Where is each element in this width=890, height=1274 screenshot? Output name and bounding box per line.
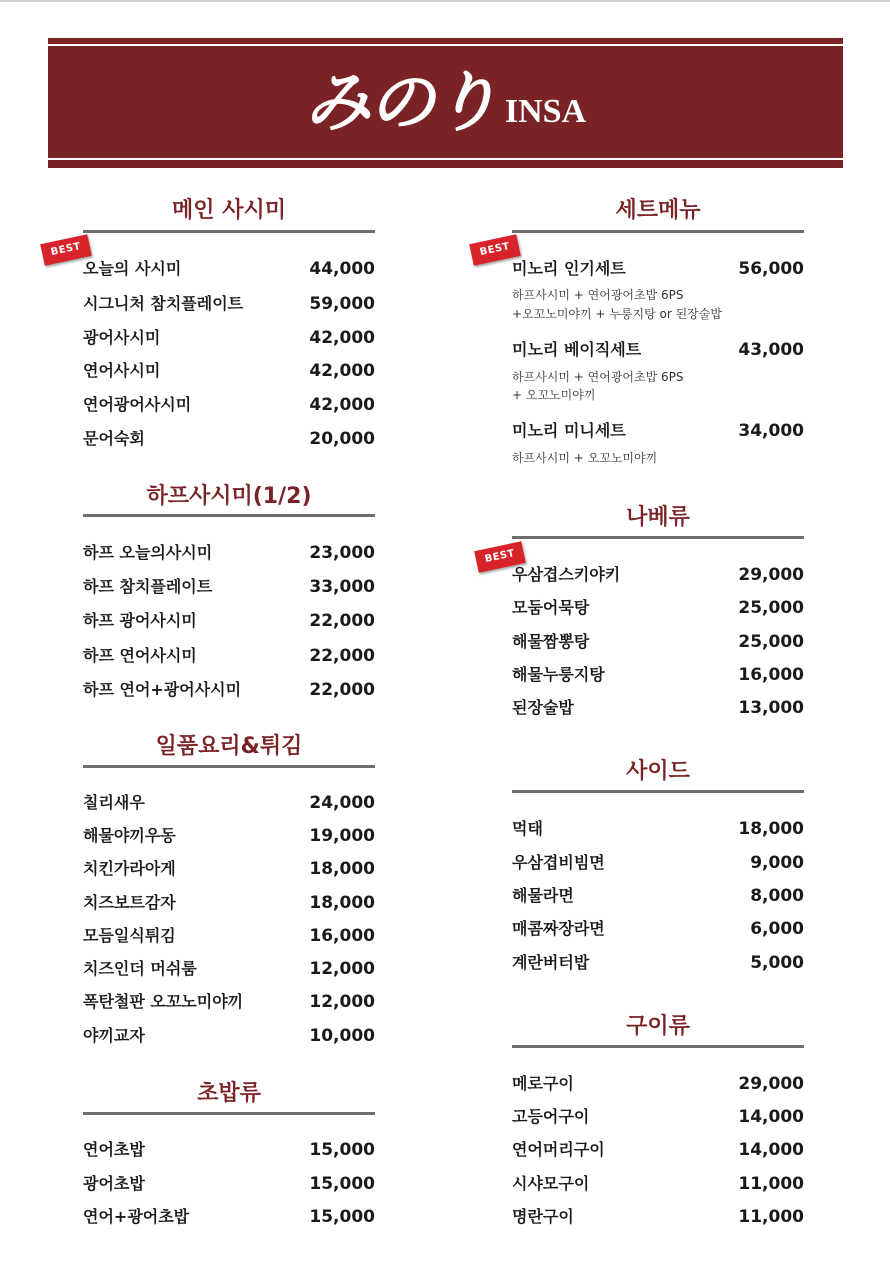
menu-item <box>83 678 375 702</box>
item-name: 야끼교자 <box>83 1026 145 1045</box>
header-banner <box>48 38 843 168</box>
item-price: 24,000 <box>309 793 375 813</box>
item-price: 23,000 <box>309 543 375 563</box>
section-title: 하프사시미(1/2) <box>146 484 312 509</box>
item-name: 해물짬뽕탕 <box>512 632 590 651</box>
item-name: 시샤모구이 <box>512 1174 590 1193</box>
menu-item <box>512 563 804 587</box>
item-price: 25,000 <box>738 632 804 652</box>
item-name: 매콤짜장라면 <box>512 919 605 938</box>
item-price: 59,000 <box>309 294 375 314</box>
item-name: 명란구이 <box>512 1207 574 1226</box>
item-name: 된장술밥 <box>512 698 574 717</box>
section-side <box>512 759 804 979</box>
item-description: +오꼬노미야끼 + 누룽지탕 or 된장술밥 <box>512 307 722 321</box>
brand-logo <box>48 54 843 150</box>
item-name: 광어사시미 <box>83 328 161 347</box>
item-price: 15,000 <box>309 1207 375 1227</box>
item-price: 15,000 <box>309 1140 375 1160</box>
item-name: 광어초밥 <box>83 1174 145 1193</box>
item-price: 42,000 <box>309 395 375 415</box>
item-name: 모듬일식튀김 <box>83 926 176 945</box>
section-title: 세트메뉴 <box>615 198 701 223</box>
item-price: 13,000 <box>738 698 804 718</box>
menu-item <box>83 644 375 668</box>
item-price: 18,000 <box>309 893 375 913</box>
item-price: 19,000 <box>309 826 375 846</box>
item-name: 하프 연어+광어사시미 <box>83 680 242 699</box>
menu-item <box>83 791 375 815</box>
banner-rule-top <box>48 44 843 46</box>
item-name: 치즈보트감자 <box>83 893 176 912</box>
menu-item <box>83 326 375 350</box>
item-price: 29,000 <box>738 1074 804 1094</box>
item-name: 먹태 <box>512 819 543 838</box>
item-description: 하프사시미 + 오꼬노미야끼 <box>512 451 658 465</box>
item-price: 25,000 <box>738 598 804 618</box>
item-price: 18,000 <box>309 859 375 879</box>
item-price: 44,000 <box>309 259 375 279</box>
menu-item <box>512 257 804 281</box>
item-name: 미노리 미니세트 <box>512 421 626 440</box>
section-divider <box>512 230 804 233</box>
menu-item <box>83 957 375 981</box>
item-description: 하프사시미 + 연어광어초밥 6PS <box>512 370 684 384</box>
section-dishes-fried <box>83 734 375 1054</box>
section-title: 나베류 <box>626 505 690 530</box>
item-name: 미노리 베이직세트 <box>512 340 642 359</box>
item-name: 치킨가라아게 <box>83 859 176 878</box>
menu-item <box>83 1172 375 1196</box>
menu-item <box>512 419 804 443</box>
section-nabe <box>512 505 804 720</box>
menu-item <box>83 1024 375 1048</box>
menu-item <box>512 630 804 654</box>
item-price: 16,000 <box>738 665 804 685</box>
item-name: 우삼겹비빔면 <box>512 853 605 872</box>
section-divider <box>83 514 375 517</box>
menu-item <box>83 1138 375 1162</box>
item-name: 연어+광어초밥 <box>83 1207 190 1226</box>
item-name: 하프 광어사시미 <box>83 611 197 630</box>
item-name: 해물야끼우동 <box>83 826 176 845</box>
item-price: 18,000 <box>738 819 804 839</box>
menu-item <box>512 663 804 687</box>
menu-item <box>512 1105 804 1129</box>
menu-item <box>83 541 375 565</box>
section-title: 초밥류 <box>197 1081 261 1106</box>
section-divider <box>83 1112 375 1115</box>
best-badge: BEST <box>40 234 92 265</box>
section-divider <box>512 536 804 539</box>
item-price: 43,000 <box>738 340 804 360</box>
menu-item <box>83 924 375 948</box>
item-price: 15,000 <box>309 1174 375 1194</box>
item-name: 오늘의 사시미 <box>83 259 182 278</box>
item-name: 칠리새우 <box>83 793 145 812</box>
section-divider <box>83 765 375 768</box>
menu-item <box>83 575 375 599</box>
menu-item <box>512 851 804 875</box>
item-price: 16,000 <box>309 926 375 946</box>
item-price: 6,000 <box>750 919 804 939</box>
item-name: 메로구이 <box>512 1074 574 1093</box>
menu-item <box>512 1138 804 1162</box>
item-price: 34,000 <box>738 421 804 441</box>
item-price: 42,000 <box>309 361 375 381</box>
menu-item <box>83 990 375 1014</box>
best-badge: BEST <box>469 234 521 265</box>
logo-script-text: みのり <box>304 63 497 141</box>
item-name: 문어숙회 <box>83 429 145 448</box>
item-price: 33,000 <box>309 577 375 597</box>
item-name: 연어사시미 <box>83 361 161 380</box>
section-title: 일품요리&튀김 <box>155 734 303 759</box>
item-price: 8,000 <box>750 886 804 906</box>
item-name: 고등어구이 <box>512 1107 590 1126</box>
section-half-sashimi <box>83 484 375 714</box>
item-name: 연어광어사시미 <box>83 395 192 414</box>
menu-item <box>83 359 375 383</box>
item-name: 연어머리구이 <box>512 1140 605 1159</box>
menu-item <box>83 257 375 281</box>
section-title: 메인 사시미 <box>172 198 286 223</box>
menu-item <box>512 1072 804 1096</box>
menu-item <box>512 817 804 841</box>
item-name: 미노리 인기세트 <box>512 259 626 278</box>
menu-item <box>512 696 804 720</box>
item-name: 계란버터밥 <box>512 953 590 972</box>
item-price: 42,000 <box>309 328 375 348</box>
item-description: + 오꼬노미야끼 <box>512 388 596 402</box>
menu-item <box>512 596 804 620</box>
menu-item <box>83 857 375 881</box>
item-price: 14,000 <box>738 1107 804 1127</box>
section-title: 사이드 <box>626 759 690 784</box>
item-price: 22,000 <box>309 611 375 631</box>
item-name: 우삼겹스키야키 <box>512 565 621 584</box>
item-name: 하프 오늘의사시미 <box>83 543 213 562</box>
item-price: 20,000 <box>309 429 375 449</box>
item-name: 폭탄철판 오꼬노미야끼 <box>83 992 244 1011</box>
logo-subtitle: INSA <box>504 93 587 130</box>
item-name: 연어초밥 <box>83 1140 145 1159</box>
menu-item <box>512 1205 804 1229</box>
item-name: 시그니처 참치플레이트 <box>83 294 244 313</box>
item-name: 치즈인더 머쉬룸 <box>83 959 197 978</box>
section-divider <box>512 790 804 793</box>
item-name: 하프 연어사시미 <box>83 646 197 665</box>
section-set-menu <box>512 198 804 470</box>
item-name: 하프 참치플레이트 <box>83 577 213 596</box>
menu-item <box>512 884 804 908</box>
menu-item <box>512 917 804 941</box>
item-name: 모둠어묵탕 <box>512 598 590 617</box>
item-price: 22,000 <box>309 646 375 666</box>
item-name: 해물라면 <box>512 886 574 905</box>
menu-item <box>512 338 804 362</box>
item-name: 해물누룽지탕 <box>512 665 605 684</box>
item-price: 29,000 <box>738 565 804 585</box>
menu-item <box>83 609 375 633</box>
menu-item <box>512 951 804 975</box>
item-description: 하프사시미 + 연어광어초밥 6PS <box>512 288 684 302</box>
item-price: 5,000 <box>750 953 804 973</box>
section-divider <box>83 230 375 233</box>
item-price: 11,000 <box>738 1174 804 1194</box>
menu-item <box>83 292 375 316</box>
item-price: 12,000 <box>309 992 375 1012</box>
banner-rule-bottom <box>48 158 843 160</box>
menu-item <box>512 1172 804 1196</box>
item-price: 22,000 <box>309 680 375 700</box>
item-price: 11,000 <box>738 1207 804 1227</box>
menu-item <box>83 1205 375 1229</box>
item-price: 9,000 <box>750 853 804 873</box>
best-badge: BEST <box>474 541 526 572</box>
menu-item <box>83 393 375 417</box>
item-price: 10,000 <box>309 1026 375 1046</box>
item-price: 56,000 <box>738 259 804 279</box>
item-price: 12,000 <box>309 959 375 979</box>
section-sushi <box>83 1081 375 1231</box>
section-divider <box>512 1045 804 1048</box>
item-price: 14,000 <box>738 1140 804 1160</box>
section-grill <box>512 1014 804 1234</box>
top-border <box>0 0 890 2</box>
menu-item <box>83 427 375 451</box>
section-main-sashimi <box>83 198 375 448</box>
section-title: 구이류 <box>626 1014 690 1039</box>
menu-item <box>83 824 375 848</box>
menu-item <box>83 891 375 915</box>
